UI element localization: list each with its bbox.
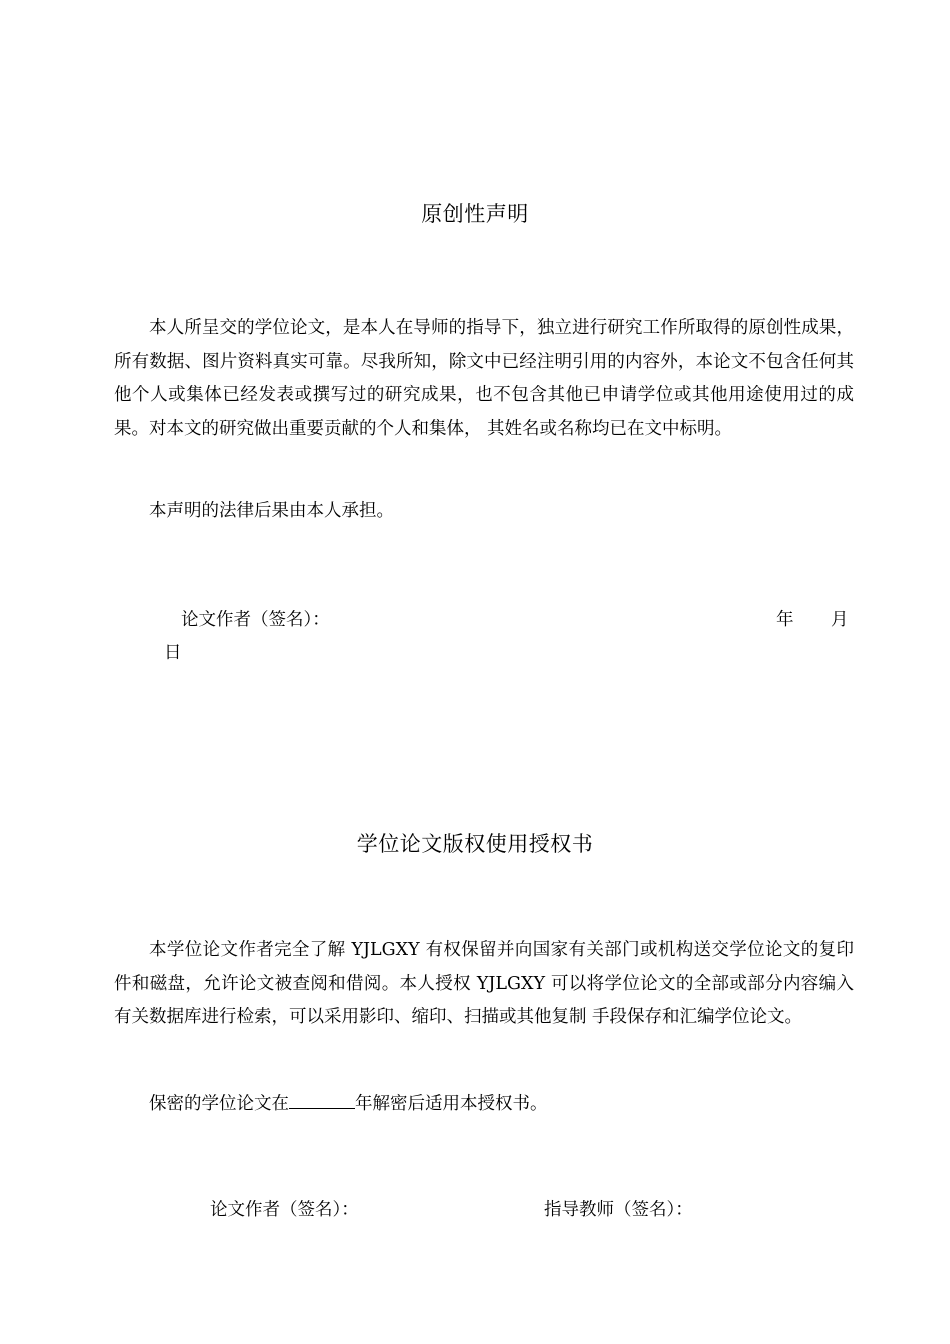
declaration-month-label: 月 <box>831 610 849 630</box>
declaration-title: 原创性声明 <box>421 202 529 226</box>
authorization-author-signature-label: 论文作者（签名）： <box>210 1200 359 1220</box>
secrecy-prefix: 保密的学位论文在 <box>149 1094 289 1114</box>
declaration-year-label: 年 <box>776 610 794 630</box>
authorization-body: 本学位论文作者完全了解 YJLGXY 有权保留并向国家有关部门或机构送交学位论文的复印件和磁盘，允许论文被查阅和借阅。本人授权 YJLGXY 可以将学位论文的全部或部分内容编入有关数据库进行检索，可以采用影印、缩印、扫描或其他复制 手段保存和汇编学位论文。 <box>114 940 854 1027</box>
secrecy-year-blank <box>289 1090 355 1109</box>
advisor-signature-label: 指导教师（签名）： <box>544 1200 693 1220</box>
secrecy-suffix: 年解密后适用本授权书。 <box>355 1094 548 1114</box>
declaration-liability: 本声明的法律后果由本人承担。 <box>149 501 394 521</box>
secrecy-statement <box>149 1090 548 1116</box>
declaration-author-signature-label: 论文作者（签名）： <box>181 610 330 630</box>
declaration-day-label: 日 <box>164 643 182 663</box>
declaration-body: 本人所呈交的学位论文，是本人在导师的指导下，独立进行研究工作所取得的原创性成果，所有数据、图片资料真实可靠。尽我所知，除文中已经注明引用的内容外，本论文不包含任何其他个人或集体已经发表或撰写过的研究成果，也不包含其他已申请学位或其他用途使用过的成果。对本文的研究做出重要贡献的个人和集体， 其姓名或名称均已在文中标明。 <box>114 318 854 439</box>
authorization-title: 学位论文版权使用授权书 <box>356 832 594 856</box>
